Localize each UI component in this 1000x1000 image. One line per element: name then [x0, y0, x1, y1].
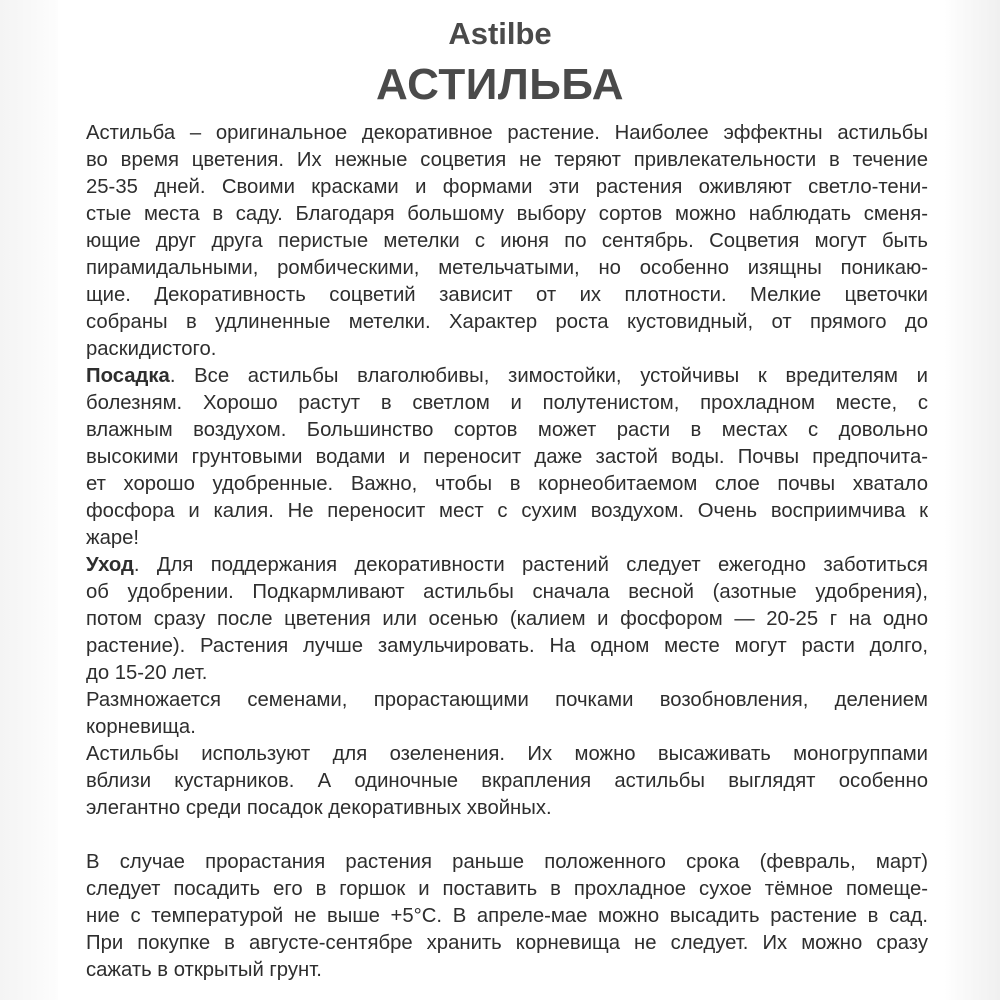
text-line: об удобрении. Подкармливают астильбы сначала весной (азотные удобрения), [86, 581, 928, 603]
description-body [86, 120, 928, 984]
planting-paragraph [86, 363, 928, 552]
text-line: Размножается семенами, прорастающими почками возобновления, делением [86, 689, 928, 711]
text-line: стые места в саду. Благодаря большому выбору сортов можно наблюдать сменя- [86, 203, 928, 225]
text-line: ет хорошо удобренные. Важно, чтобы в корнеобитаемом слое почвы хватало [86, 473, 928, 495]
text-line: щие. Декоративность соцветий зависит от их плотности. Мелкие цветочки [86, 284, 928, 306]
planting-heading: Посадка [86, 365, 170, 387]
text-line: В случае прорастания растения раньше положенного срока (февраль, март) [86, 851, 928, 873]
text-line: раскидистого. [86, 338, 217, 360]
usage-paragraph [86, 741, 928, 822]
text-line: до 15-20 лет. [86, 662, 208, 684]
text-line: высокими грунтовыми водами и переносит даже застой воды. Почвы предпочита- [86, 446, 928, 468]
text-line: сажать в открытый грунт. [86, 959, 322, 981]
text-line: потом сразу после цветения или осенью (калием и фосфором — 20-25 г на одно [86, 608, 928, 630]
text-line: болезням. Хорошо растут в светлом и полутенистом, прохладном месте, с [86, 392, 928, 414]
text-line: ющие друг друга перистые метелки с июня по сентябрь. Соцветия могут быть [86, 230, 928, 252]
sheet-edge-left [0, 0, 58, 1000]
care-first-line: . Для поддержания декоративности растений следует ежегодно заботиться [133, 554, 928, 576]
propagation-paragraph [86, 687, 928, 741]
text-line: собраны в удлиненные метелки. Характер роста кустовидный, от прямого до [86, 311, 928, 333]
text-line: ние с температурой не выше +5°С. В апреле-мае можно высадить растение в сад. [86, 905, 928, 927]
text-line: корневища. [86, 716, 196, 738]
text-line: во время цветения. Их нежные соцветия не теряют привлекательности в течение [86, 149, 928, 171]
text-line: фосфора и калия. Не переносит мест с сухим воздухом. Очень восприимчива к [86, 500, 928, 522]
text-line: элегантно среди посадок декоративных хвойных. [86, 797, 552, 819]
russian-title: АСТИЛЬБА [375, 60, 625, 109]
text-line: Астильбы используют для озеленения. Их можно высаживать моногруппами [86, 743, 928, 765]
text-line [86, 363, 928, 390]
paragraph-gap [86, 822, 928, 849]
text-line: 25-35 дней. Своими красками и формами эти растения оживляют светло-тени- [86, 176, 928, 198]
latin-title: Astilbe [448, 16, 552, 51]
text-line: При покупке в августе-сентябре хранить корневища не следует. Их можно сразу [86, 932, 928, 954]
planting-first-line: . Все астильбы влаголюбивы, зимостойки, устойчивы к вредителям и [169, 365, 928, 387]
care-paragraph [86, 552, 928, 687]
text-line: жаре! [86, 527, 140, 549]
intro-paragraph [86, 120, 928, 363]
care-heading: Уход [86, 554, 134, 576]
text-line: пирамидальными, ромбическими, метельчатыми, но особенно изящны поникаю- [86, 257, 928, 279]
text-line: вблизи кустарников. А одиночные вкрапления астильбы выглядят особенно [86, 770, 928, 792]
sheet-edge-right [945, 0, 1000, 1000]
text-line: влажным воздухом. Большинство сортов может расти в местах с довольно [86, 419, 928, 441]
text-line: следует посадить его в горшок и поставить в прохладное сухое тёмное помеще- [86, 878, 928, 900]
text-line [86, 552, 928, 579]
text-line: растение). Растения лучше замульчировать. На одном месте могут расти долго, [86, 635, 928, 657]
text-line: Астильба – оригинальное декоративное растение. Наиболее эффектны астильбы [86, 122, 928, 144]
storage-paragraph [86, 849, 928, 984]
